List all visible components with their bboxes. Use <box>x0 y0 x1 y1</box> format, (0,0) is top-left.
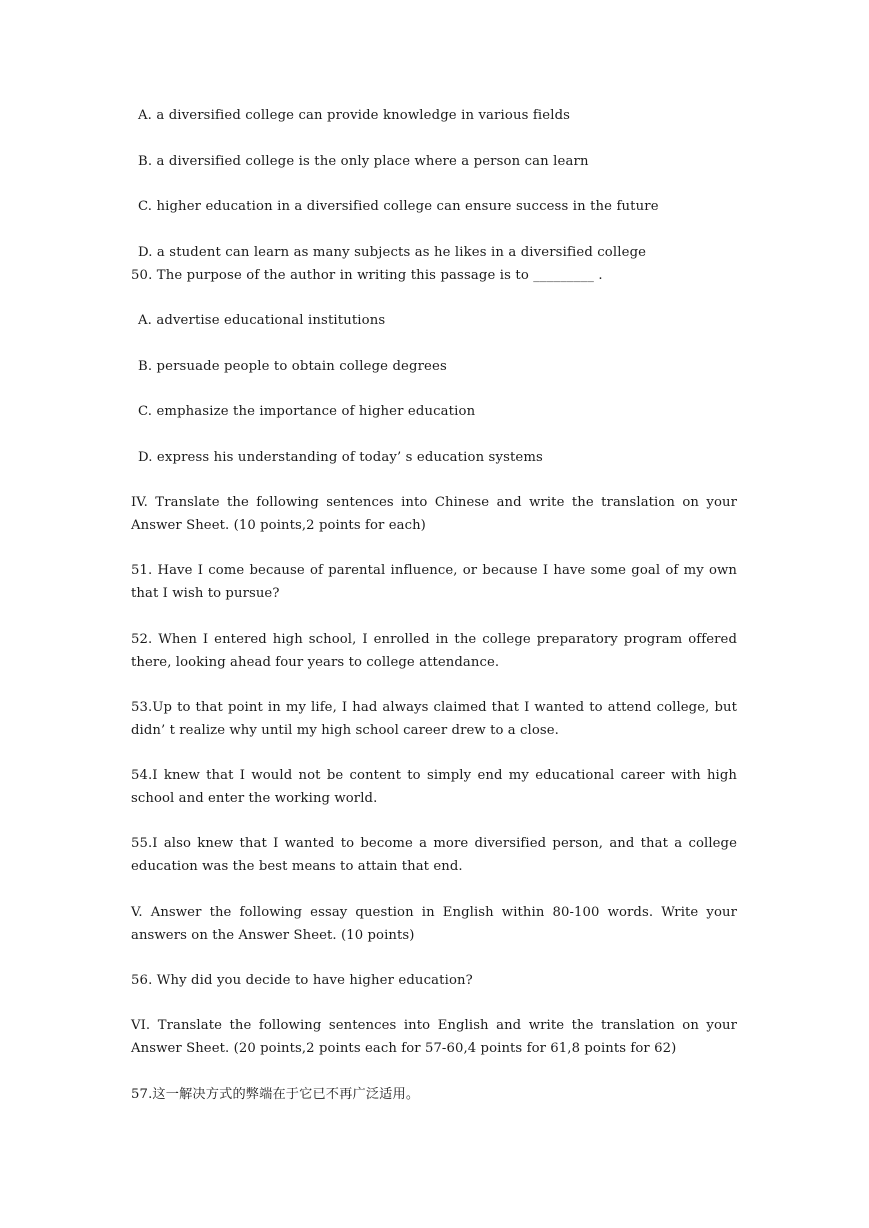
question-56: 56. Why did you decide to have higher education? <box>131 973 473 988</box>
question-52: 52. When I entered high school, I enrolled in the college preparatory program offered there, looking ahead four years to college attendance. <box>131 632 737 670</box>
q49-option-d: D. a student can learn as many subjects as he likes in a diversified college <box>138 245 647 260</box>
q49-option-b: B. a diversified college is the only place where a person can learn <box>138 154 589 169</box>
question-57: 57.这一解决方式的弊端在于它已不再广泛适用。 <box>131 1087 420 1102</box>
question-51: 51. Have I come because of parental influence, or because I have some goal of my own that I wish to pursue? <box>131 563 737 601</box>
q50-option-b: B. persuade people to obtain college degrees <box>138 359 447 374</box>
section-vi-heading: VI. Translate the following sentences into English and write the translation on your Answer Sheet. (20 points,2 points each for 57-60,4 points for 61,8 points for 62) <box>131 1018 737 1056</box>
q49-option-a: A. a diversified college can provide knowledge in various fields <box>138 108 571 123</box>
section-iv-heading: IV. Translate the following sentences into Chinese and write the translation on your Answer Sheet. (10 points,2 points for each) <box>131 495 737 533</box>
section-v-heading: V. Answer the following essay question in English within 80-100 words. Write your answers on the Answer Sheet. (10 points) <box>131 905 737 943</box>
q50-option-a: A. advertise educational institutions <box>138 313 386 328</box>
question-55: 55.I also knew that I wanted to become a more diversified person, and that a college education was the best means to attain that end. <box>131 836 737 874</box>
q50-stem: 50. The purpose of the author in writing this passage is to _________ . <box>131 268 603 283</box>
q50-option-c: C. emphasize the importance of higher education <box>138 404 476 419</box>
question-53: 53.Up to that point in my life, I had always claimed that I wanted to attend college, but didn’ t realize why until my high school career drew to a close. <box>131 700 737 738</box>
question-54: 54.I knew that I would not be content to simply end my educational career with high school and enter the working world. <box>131 768 737 806</box>
q50-option-d: D. express his understanding of today’ s education systems <box>138 450 543 465</box>
q49-option-c: C. higher education in a diversified college can ensure success in the future <box>138 199 659 214</box>
